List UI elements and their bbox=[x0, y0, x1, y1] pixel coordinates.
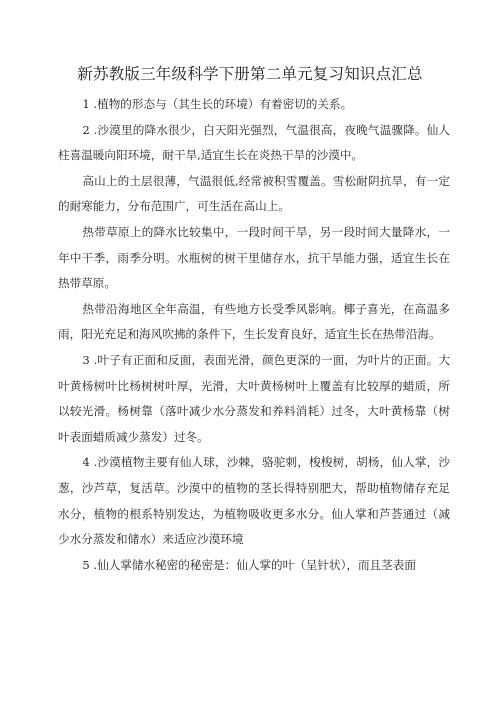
document-body bbox=[58, 92, 450, 578]
paragraph-3: 高山上的土层很薄，气温很低,经常被积雪覆盖。雪松耐阴抗旱，有一定的耐寒能力，分布范围广，可生活在高山上。 bbox=[58, 173, 450, 214]
paragraph-6: 3 .叶子有正面和反面，表面光滑，颜色更深的一面，为叶片的正面。大叶黄杨树叶比杨树树叶厚，光滑，大叶黄杨树叶上覆盖有比较厚的蜡质，所以较光滑。杨树靠（落叶减少水分蒸发和养料消耗）过冬，大叶黄杨靠（树叶表面蜡质减少蒸发）过冬。 bbox=[58, 352, 450, 444]
paragraph-5: 热带沿海地区全年高温，有些地方长受季风影响。椰子喜光，在高温多雨，阳光充足和海风吹拂的条件下，生长发育良好，适宜生长在热带沿海。 bbox=[58, 301, 450, 342]
document-title: 新苏教版三年级科学下册第二单元复习知识点汇总 bbox=[77, 65, 423, 83]
paragraph-1: 1 .植物的形态与（其生长的环境）有着密切的关系。 bbox=[82, 97, 353, 111]
paragraph-7: 4 .沙漠植物主要有仙人球，沙棘，骆驼刺，梭梭树，胡杨，仙人掌，沙葱，沙芦草，复活草。沙漠中的植物的茎长得特别肥大，帮助植物储存充足水分，植物的根系特别发达，为植物吸收更多水分。仙人掌和芦荟通过（减少水分蒸发和储水）来适应沙漠环境 bbox=[58, 455, 450, 547]
paragraph-4: 热带草原上的降水比较集中，一段时间干旱，另一段时间大量降水，一年中干季，雨季分明。水瓶树的树干里储存水，抗干旱能力强，适宜生长在热带草原。 bbox=[58, 224, 450, 291]
paragraph-2: 2 .沙漠里的降水很少，白天阳光强烈，气温很高，夜晚气温骤降。仙人柱喜温暖向阳环境，耐干旱,适宜生长在炎热干旱的沙漠中。 bbox=[58, 122, 450, 163]
paragraph-8: 5 .仙人掌储水秘密的秘密是：仙人掌的叶（呈针状），而且茎表面 bbox=[82, 557, 416, 572]
